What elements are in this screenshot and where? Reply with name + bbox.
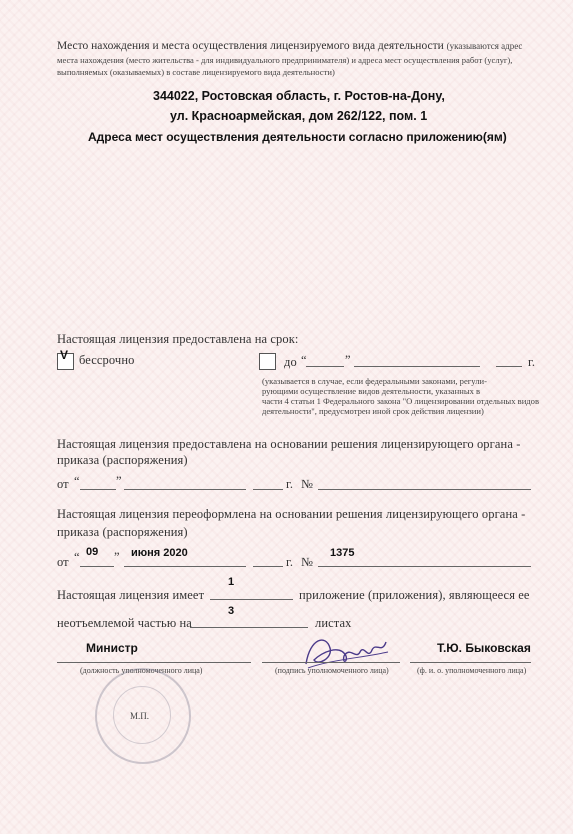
- term-note-3: части 4 статьи 1 Федерального закона "О лицензировании отдельных видов: [262, 396, 540, 406]
- term-note-4: деятельности", предусмотрен иной срок действия лицензии): [262, 406, 484, 416]
- address-line-3: Адреса мест осуществления деятельности согласно приложению(ям): [88, 130, 507, 144]
- appendix-count: 1: [228, 576, 235, 588]
- signer-position: Министр: [86, 641, 138, 655]
- reissue-year: г.: [286, 555, 294, 569]
- term-label: Настоящая лицензия предоставлена на срок:: [57, 332, 299, 346]
- header-line-2: места нахождения (место жительства - для индивидуального предпринимателя) и адреса мест осуществления работ (услуг),: [57, 55, 513, 65]
- checkbox-mark: V: [60, 348, 69, 362]
- appendix-sheets-line: [190, 627, 308, 628]
- seal-mp-label: М.П.: [130, 711, 150, 721]
- term-quote-close: ”: [345, 353, 351, 367]
- header-line-1: [57, 40, 522, 52]
- header-line-1-note: (указываются адрес: [446, 41, 523, 51]
- reissue-day-value: 09: [86, 546, 99, 558]
- appendix-line-2-part1: неотъемлемой частью на: [57, 616, 192, 630]
- basis-from: от: [57, 477, 69, 491]
- reissue-month-value: июня 2020: [131, 547, 188, 559]
- position-line: [57, 662, 251, 663]
- basis-line-1: Настоящая лицензия предоставлена на основании решения лицензирующего органа -: [57, 437, 521, 451]
- until-checkbox[interactable]: [259, 353, 276, 370]
- reissue-year-line: [253, 566, 283, 567]
- signature-caption: (подпись уполномоченного лица): [275, 666, 389, 675]
- appendix-sheets: 3: [228, 605, 235, 617]
- basis-line-2: приказа (распоряжения): [57, 453, 188, 467]
- term-year-suffix: г.: [528, 355, 536, 369]
- position-caption: (должность уполномоченного лица): [80, 666, 203, 675]
- reissue-from: от: [57, 555, 69, 569]
- reissue-quote-close: ”: [114, 550, 120, 564]
- term-note-1: (указывается в случае, если федеральными законами, регули-: [262, 376, 487, 386]
- reissue-quote-open: “: [74, 550, 80, 564]
- name-caption: (ф. и. о. уполномоченного лица): [417, 666, 527, 675]
- option-unlimited-label: бессрочно: [79, 353, 135, 367]
- term-note-2: рующими осуществление видов деятельности, указанных в: [262, 386, 481, 396]
- reissue-number-value: 1375: [330, 547, 355, 559]
- reissue-line-1: Настоящая лицензия переоформлена на основании решения лицензирующего органа -: [57, 507, 526, 521]
- reissue-day-line: [80, 566, 114, 567]
- header-line-1-main: Место нахождения и места осуществления лицензируемого вида деятельности: [57, 40, 444, 52]
- appendix-count-line: [210, 599, 293, 600]
- appendix-line-1-part2: приложение (приложения), являющееся ее: [299, 588, 530, 602]
- signer-name: Т.Ю. Быковская: [437, 641, 531, 655]
- basis-year: г.: [286, 477, 294, 491]
- address-line-2: ул. Красноармейская, дом 262/122, пом. 1: [170, 109, 428, 123]
- header-line-3: выполняемых (оказываемых) в составе лицензируемого вида деятельности): [57, 67, 335, 77]
- basis-quote-open: “: [74, 474, 80, 488]
- reissue-month-line: [124, 566, 246, 567]
- term-day-line: [306, 366, 344, 367]
- signature-line: [262, 662, 400, 663]
- basis-day-line: [80, 489, 116, 490]
- term-year-line: [496, 366, 522, 367]
- basis-year-line: [253, 489, 283, 490]
- basis-quote-close: ”: [116, 474, 122, 488]
- option-until-label: до: [284, 355, 297, 369]
- basis-number-line: [318, 489, 531, 490]
- name-line: [410, 662, 531, 663]
- address-line-1: 344022, Ростовская область, г. Ростов-на-Дону,: [153, 89, 445, 103]
- reissue-number-sign: №: [301, 555, 314, 569]
- term-quote-open: “: [301, 353, 307, 367]
- term-month-line: [354, 366, 480, 367]
- appendix-line-2-part2: листах: [315, 616, 352, 630]
- basis-month-line: [124, 489, 246, 490]
- reissue-line-2: приказа (распоряжения): [57, 525, 188, 539]
- basis-number-sign: №: [301, 477, 314, 491]
- appendix-line-1-part1: Настоящая лицензия имеет: [57, 588, 205, 602]
- reissue-number-line: [318, 566, 531, 567]
